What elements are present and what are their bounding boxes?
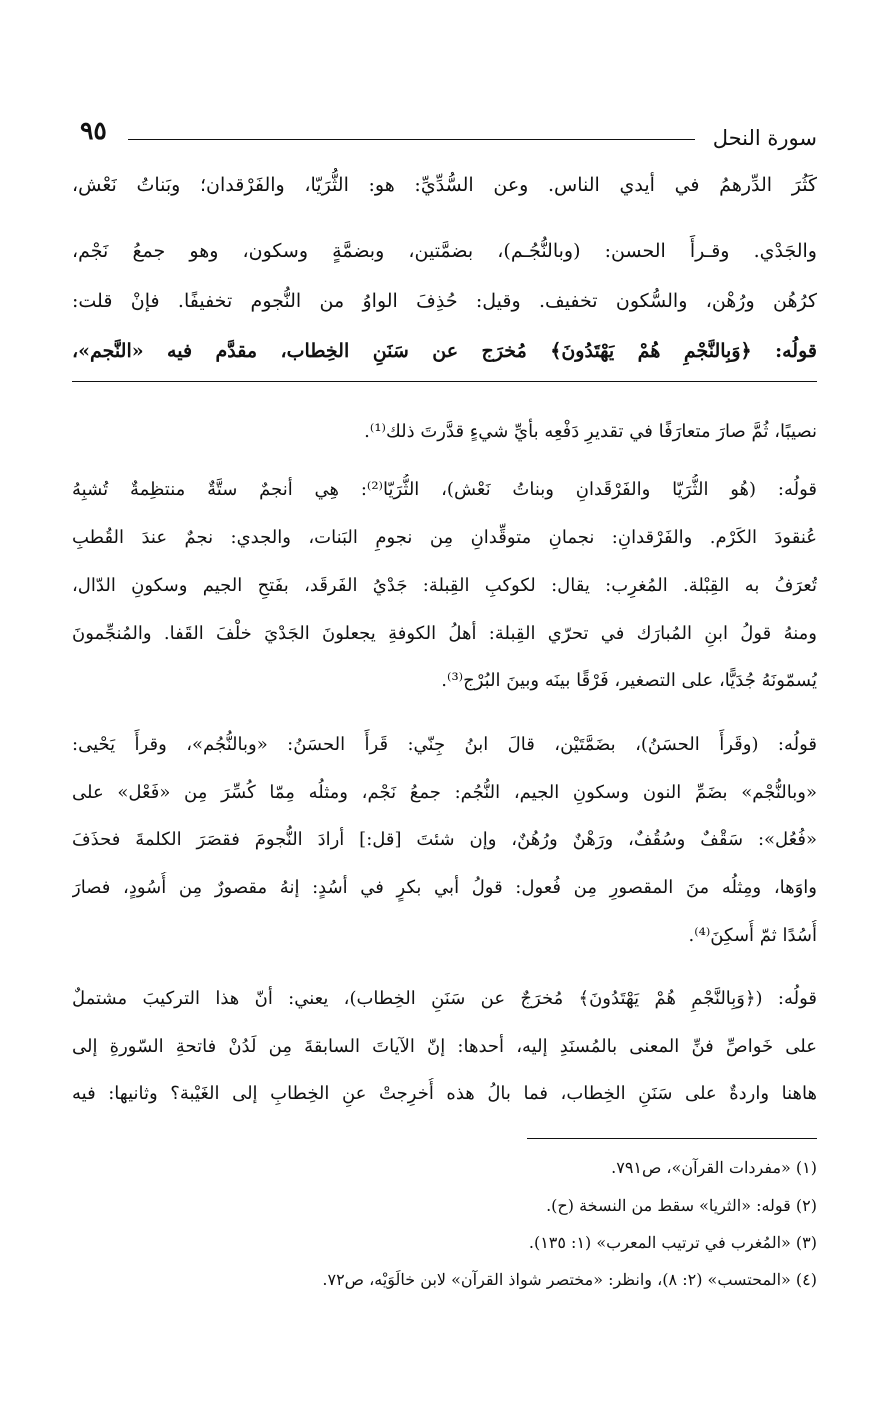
commentary-line: هاهنا واردةٌ على سَنَنِ الخِطاب، فما بالُ هذه أُخرِجتْ عنِ الخِطابِ إلى الغَيْبة؟ وثانيها: فيه bbox=[72, 1083, 817, 1104]
commentary-line: تُعرَفُ به القِبْلة. المُغرِب: يقال: لكوكبِ القِبلة: جَدْيُ الفَرقَد، بفَتحِ الجيم وسكونِ الدّال، bbox=[72, 575, 817, 596]
running-header bbox=[72, 112, 817, 152]
commentary-line: قولُه: (وقَرأَ الحسَنُ)، بضَمَّتَيْن، قالَ ابنُ جِنّي: قَرأَ الحسَنُ: «وبالنُّجُم»، وقرأَ يَحْيى: bbox=[72, 734, 817, 755]
header-rule bbox=[128, 139, 695, 140]
commentary-line: ومنهُ قولُ ابنِ المُبارَك في تحرّي القِبلة: أهلُ الكوفةِ يجعلونَ الجَدْيَ خلْفَ القَفا. والمُنجِّمونَ bbox=[72, 623, 817, 644]
footnote: (٢) قوله: «الثريا» سقط من النسخة (ح). bbox=[546, 1196, 817, 1215]
commentary-line: «فُعُل»: سَقْفٌ وسُقُفٌ، ورَهْنٌ ورُهُنٌ، وإن شئتَ [قل:] أرادَ النُّجومَ فقصَرَ الكلمةَ فحذَفَ bbox=[72, 829, 817, 850]
text-separator bbox=[72, 381, 817, 382]
commentary-line: على خَواصِّ فنِّ المعنى بالمُسنَدِ إليه، أحدها: إنّ الآياتَ السابقةَ مِن لَدُنْ فاتحةِ السّورةِ إلى bbox=[72, 1036, 817, 1057]
commentary-line: يُسمّونَهُ جُدَيًّا، على التصغير، فَرْقًا بينَه وبينَ البُرْج⁽³⁾. bbox=[441, 670, 817, 691]
surah-title: سورة النحل bbox=[712, 126, 817, 150]
commentary-line: قولُه: (﴿وَبِالنَّجْمِ هُمْ يَهْتَدُونَ﴾ مُخرَجٌ عن سَنَنِ الخِطاب)، يعني: أنّ هذا التركيبَ مشتملٌ bbox=[72, 988, 817, 1009]
main-line: كَثُرَ الدِّرهمُ في أيدي الناس. وعن السُّدِّيِّ: هو: الثُّرَيّا، والفَرْقدان؛ وبَناتُ نَعْش، bbox=[72, 174, 817, 196]
commentary-line: قولُه: (هُو الثُّرَيّا والفَرْقَدانِ وبناتُ نَعْش)، الثُّرَيّا⁽²⁾: هِي أنجمٌ ستَّةٌ منتظِمةٌ تُشبِهُ bbox=[72, 479, 817, 500]
commentary-line: عُنقودَ الكَرْم. والفَرْقدانِ: نجمانِ متوقِّدانِ مِن نجومِ البَنات، والجدي: نجمٌ عندَ القُطبِ bbox=[72, 527, 817, 548]
footnote: (٤) «المحتسب» (٢: ٨)، وانظر: «مختصر شواذ القرآن» لابن خالَوَيْه، ص٧٢. bbox=[322, 1270, 817, 1289]
commentary-line: أُسُدًا ثمّ أُسكِنَ⁽⁴⁾. bbox=[688, 925, 817, 946]
footnote: (١) «مفردات القرآن»، ص٧٩١. bbox=[611, 1158, 817, 1177]
main-line: والجَدْي. وقـرأَ الحسن: (وبالنُّجُـم)، بضمَّتين، وبضمَّةٍ وسكون، وهو جمعُ نَجْم، bbox=[72, 240, 817, 262]
commentary-line: واوَها، ومِثلُه منَ المقصورِ مِن فُعول: قولُ أبي بكرٍ في أسُدٍ: إنهُ مقصورٌ مِن أُسُودٍ، فصارَ bbox=[72, 877, 817, 898]
commentary-line: نصيبًا، ثُمَّ صارَ متعارَفًا في تقديرِ دَفْعِه بأيِّ شيءٍ قدَّرتَ ذلك⁽¹⁾. bbox=[364, 421, 817, 442]
commentary-line: «وبالنُّجْم» بضَمِّ النون وسكونِ الجيم، النُّجُم: جمعُ نَجْم، ومثلُه مِمّا كُسِّرَ مِن «فَعْل» على bbox=[72, 782, 817, 803]
main-line: قولُه: ﴿وَبِالنَّجْمِ هُمْ يَهْتَدُونَ﴾ مُخرَج عن سَنَنِ الخِطاب، مقدَّم فيه «النَّجم»، bbox=[72, 340, 817, 362]
main-line: كرُهُن ورُهْن، والسُّكون تخفيف. وقيل: حُذِفَ الواوُ من النُّجوم تخفيفًا. فإنْ قلت: bbox=[72, 290, 817, 312]
document-page bbox=[72, 0, 817, 1414]
page-number: ٩٥ bbox=[80, 116, 107, 145]
footnote: (٣) «المُغرب في ترتيب المعرب» (١: ١٣٥). bbox=[528, 1233, 817, 1252]
footnote-rule bbox=[527, 1138, 817, 1139]
